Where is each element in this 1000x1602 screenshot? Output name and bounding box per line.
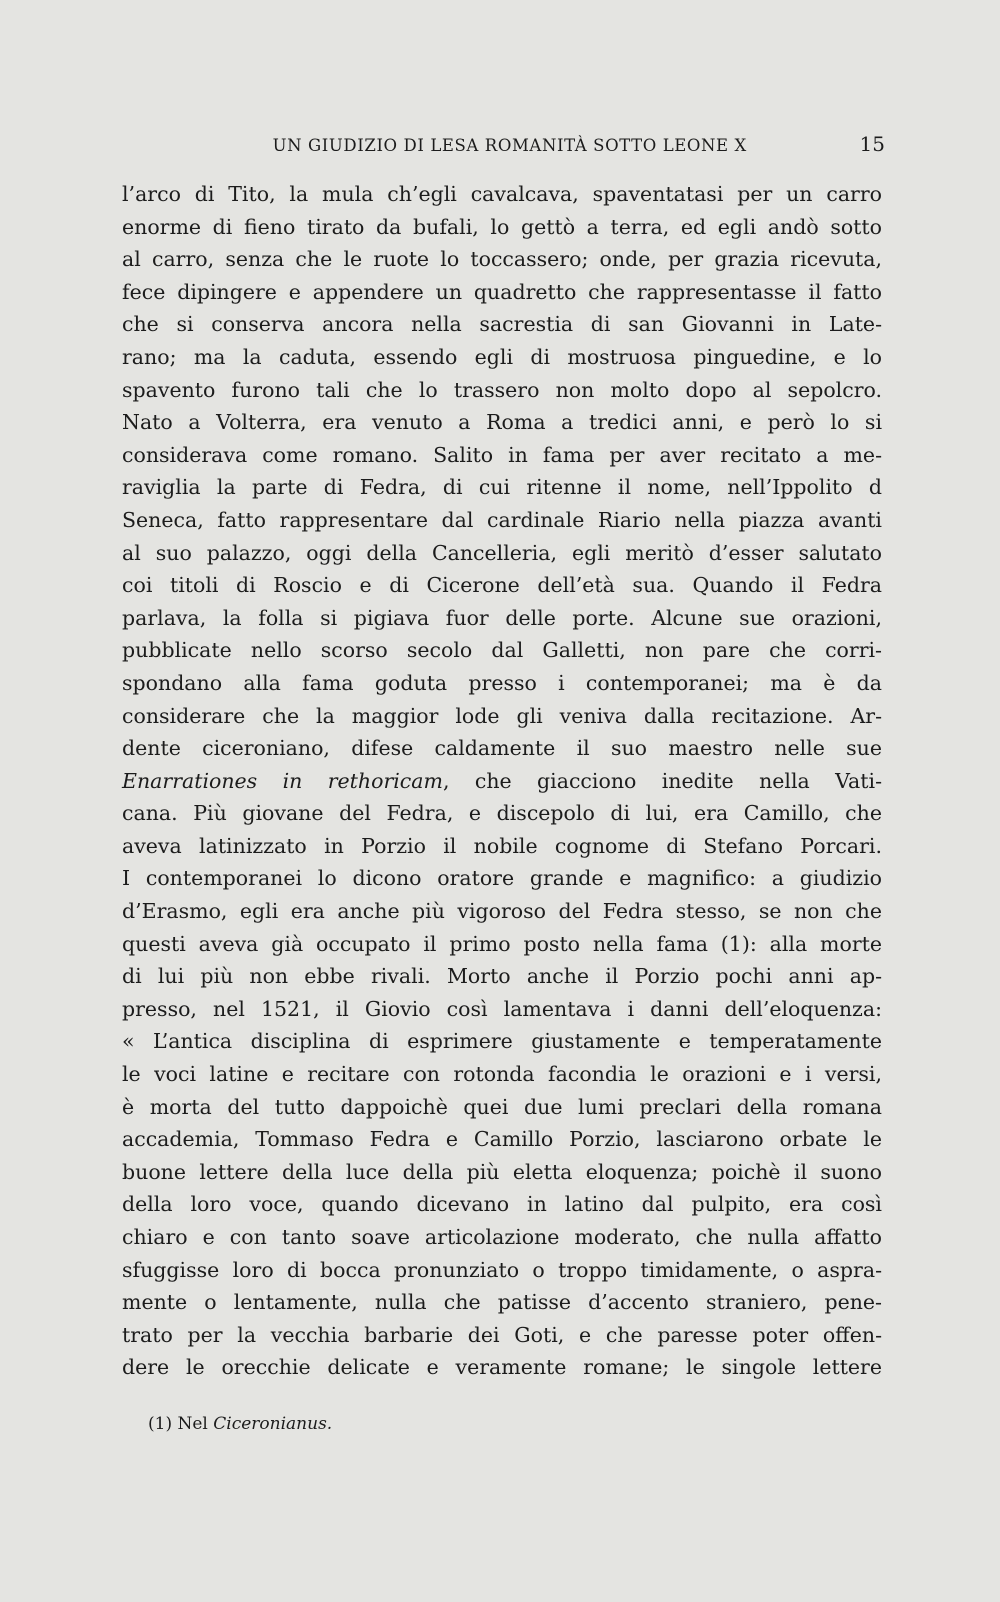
text-line: chiaro e con tanto soave articolazione moderato, che nulla affatto — [122, 1225, 882, 1249]
text-line: le voci latine e recitare con rotonda facondia le orazioni e i versi, — [122, 1062, 882, 1087]
footnote — [148, 1414, 332, 1434]
text-line: è morta del tutto dappoichè quei due lumi preclari della romana — [122, 1094, 882, 1119]
footnote-title: Ciceronianus. — [213, 1414, 333, 1434]
text-line: spavento furono tali che lo trassero non molto dopo al sepolcro. — [122, 377, 882, 402]
text-line: parlava, la folla si pigiava fuor delle porte. Alcune sue orazioni, — [122, 605, 882, 630]
text-line: che si conserva ancora nella sacrestia di san Giovanni in Late- — [122, 312, 882, 337]
text-line: questi aveva già occupato il primo posto nella fama (1): alla morte — [122, 931, 882, 956]
text-line: fece dipingere e appendere un quadretto che rappresentasse il fatto — [122, 279, 882, 304]
text-line: sfuggisse loro di bocca pronunziato o troppo timidamente, o aspra- — [122, 1257, 882, 1282]
text-line: al carro, senza che le ruote lo toccassero; onde, per grazia ricevuta, — [122, 247, 882, 272]
text-line: l’arco di Tito, la mula ch’egli cavalcava, spaventatasi per un carro — [122, 182, 882, 206]
text-line: buone lettere della luce della più eletta eloquenza; poichè il suono — [122, 1159, 882, 1184]
footnote-marker: (1) Nel — [148, 1414, 214, 1434]
text-line: cana. Più giovane del Fedra, e discepolo di lui, era Camillo, che — [122, 801, 882, 826]
text-line: della loro voce, quando dicevano in latino dal pulpito, era così — [122, 1192, 882, 1217]
text-line: d’Erasmo, egli era anche più vigoroso del Fedra stesso, se non che — [122, 899, 882, 924]
text-line: I contemporanei lo dicono oratore grande e magnifico: a giudizio — [122, 866, 882, 891]
text-line-italic — [122, 765, 882, 798]
page-number: 15 — [859, 132, 885, 156]
text-line: pubblicate nello scorso secolo dal Galletti, non pare che corri- — [122, 638, 882, 663]
text-line: dere le orecchie delicate e veramente romane; le singole lettere — [122, 1355, 882, 1380]
text-line-rest: , che giacciono inedite nella Vati- — [442, 768, 882, 793]
text-line: dente ciceroniano, difese caldamente il suo maestro nelle sue — [122, 736, 882, 761]
text-line: aveva latinizzato in Porzio il nobile cognome di Stefano Porcari. — [122, 833, 882, 858]
text-line: di lui più non ebbe rivali. Morto anche il Porzio pochi anni ap- — [122, 964, 882, 989]
text-line: Nato a Volterra, era venuto a Roma a tredici anni, e però lo si — [122, 410, 882, 435]
text-line: accademia, Tommaso Fedra e Camillo Porzio, lasciarono orbate le — [122, 1127, 882, 1152]
text-line: enorme di fieno tirato da bufali, lo gettò a terra, ed egli andò sotto — [122, 214, 882, 239]
text-line: al suo palazzo, oggi della Cancelleria, egli meritò d’esser salutato — [122, 540, 882, 565]
text-line: mente o lentamente, nulla che patisse d’accento straniero, pene- — [122, 1290, 882, 1315]
text-line: coi titoli di Roscio e di Cicerone dell’età sua. Quando il Fedra — [122, 573, 882, 598]
text-line: raviglia la parte di Fedra, di cui ritenne il nome, nell’Ippolito d — [122, 475, 882, 500]
text-line: rano; ma la caduta, essendo egli di mostruosa pinguedine, e lo — [122, 344, 882, 369]
running-title: UN GIUDIZIO DI LESA ROMANITÀ SOTTO LEONE X — [272, 136, 747, 155]
text-line: spondano alla fama goduta presso i contemporanei; ma è da — [122, 670, 882, 695]
text-line: presso, nel 1521, il Giovio così lamentava i danni dell’eloquenza: — [122, 996, 882, 1021]
text-line: « L’antica disciplina di esprimere giustamente e temperatamente — [122, 1029, 882, 1054]
body-text — [122, 178, 882, 1384]
book-title-italic: Enarrationes in rethoricam — [122, 768, 443, 793]
running-head — [120, 132, 885, 158]
text-line: considerare che la maggior lode gli veniva dalla recitazione. Ar- — [122, 703, 882, 728]
text-line: Seneca, fatto rappresentare dal cardinale Riario nella piazza avanti — [122, 507, 882, 532]
text-line: considerava come romano. Salito in fama per aver recitato a me- — [122, 442, 882, 467]
text-line: trato per la vecchia barbarie dei Goti, e che paresse poter offen- — [122, 1322, 882, 1347]
